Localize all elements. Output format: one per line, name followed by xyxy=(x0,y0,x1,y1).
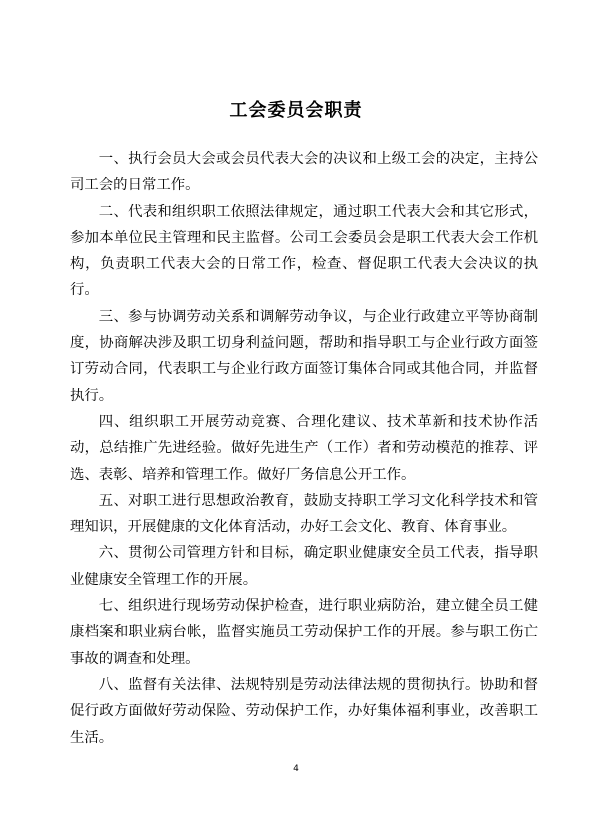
page-number: 4 xyxy=(293,764,299,774)
paragraph-5: 五、对职工进行思想政治教育，鼓励支持职工学习文化科学技术和管理知识，开展健康的文化体育活动，办好工会文化、教育、体育事业。 xyxy=(70,492,538,536)
page-title: 工会委员会职责 xyxy=(229,100,363,121)
paragraph-1: 一、执行会员大会或会员代表大会的决议和上级工会的决定，主持公司工会的日常工作。 xyxy=(70,151,538,194)
paragraph-2: 二、代表和组织职工依照法律规定，通过职工代表大会和其它形式，参加本单位民主管理和民主监督。公司工会委员会是职工代表大会工作机构，负责职工代表大会的日常工作，检查、督促职工代表大会决议的执行。 xyxy=(70,203,538,299)
paragraph-7: 七、组织进行现场劳动保护检查，进行职业病防治，建立健全员工健康档案和职业病台帐，监督实施员工劳动保护工作的开展。参与职工伤亡事故的调查和处理。 xyxy=(70,598,538,667)
paragraph-8: 八、监督有关法律、法规特别是劳动法律法规的贯彻执行。协助和督促行政方面做好劳动保险、劳动保护工作，办好集体福利事业，改善职工生活。 xyxy=(70,676,538,746)
paragraph-3: 三、参与协调劳动关系和调解劳动争议，与企业行政建立平等协商制度，协商解决涉及职工切身利益问题，帮助和指导职工与企业行政方面签订劳动合同，代表职工与企业行政方面签订集体合同或其他合同，并监督执行。 xyxy=(70,308,538,404)
document-body xyxy=(70,146,538,751)
paragraph-6: 六、贯彻公司管理方针和目标，确定职业健康安全员工代表，指导职业健康安全管理工作的开展。 xyxy=(70,545,538,588)
paragraph-4: 四、组织职工开展劳动竞赛、合理化建议、技术革新和技术协作活动，总结推广先进经验。做好先进生产（工作）者和劳动模范的推荐、评选、表彰、培养和管理工作。做好厂务信息公开工作。 xyxy=(70,413,538,483)
